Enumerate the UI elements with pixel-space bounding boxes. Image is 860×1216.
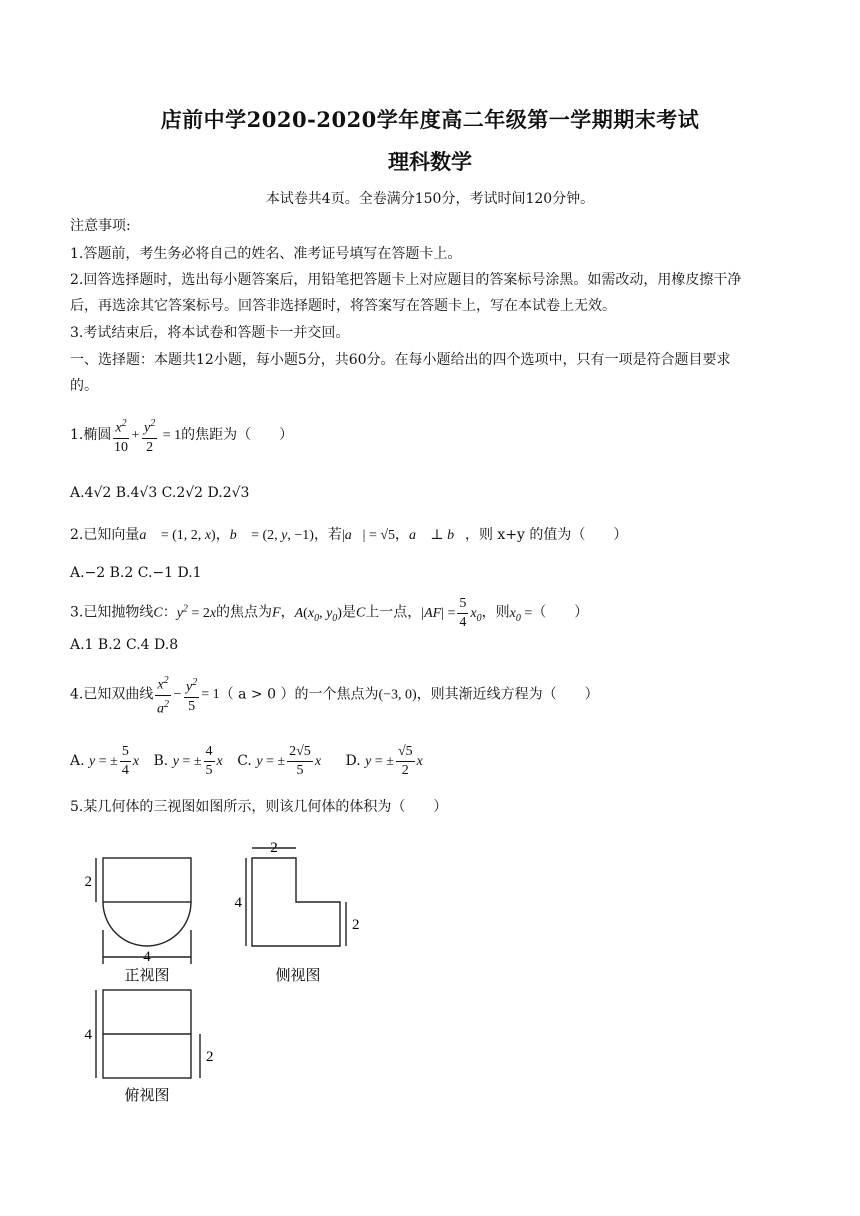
notes-heading: 注意事项: bbox=[70, 218, 131, 234]
q1-suffix: 的焦距为（ ） bbox=[181, 427, 294, 444]
section-heading: 一、选择题：本题共12小题，每小题5分，共60分。在每小题给出的四个选项中，只有一项是符合题目要求 bbox=[70, 352, 731, 368]
q3-mid1: 的焦点为 bbox=[216, 604, 273, 621]
top-height-label: 4 bbox=[84, 1027, 92, 1043]
q4-suffix: ，则其渐近线方程为（ ） bbox=[416, 686, 599, 703]
exam-title: 店前中学2020-2020学年度高二年级第一学期期末考试 bbox=[160, 107, 700, 132]
q1-equation: $\frac{x^2}{10}$ + $\frac{y^2}{2}$ = 1 bbox=[111, 428, 181, 443]
side-height-label: 4 bbox=[234, 895, 242, 911]
question-1 bbox=[70, 415, 800, 457]
section-heading-cont: 的。 bbox=[70, 378, 98, 394]
note-item-2-cont: 后，再选涂其它答案标号。回答非选择题时，将答案写在答题卡上，写在本试卷上无效。 bbox=[70, 298, 616, 314]
q1-prefix: 1.椭圆 bbox=[70, 427, 112, 444]
q2-prefix: 2.已知向量 bbox=[70, 527, 140, 543]
subject-title: 理科数学 bbox=[388, 149, 472, 174]
exam-intro: 本试卷共4页。全卷满分150分，考试时间120分钟。 bbox=[265, 191, 595, 207]
q3-mid3: 上一点， bbox=[365, 604, 422, 621]
three-view-figure bbox=[60, 830, 380, 1120]
question-5: 5.某几何体的三视图如图所示，则该几何体的体积为（ ） bbox=[70, 799, 448, 815]
q3-prefix: 3.已知抛物线 bbox=[70, 604, 154, 621]
note-item-1: 1.答题前，考生务必将自己的姓名、准考证号填写在答题卡上。 bbox=[70, 246, 462, 262]
q2-options: A.−2 B.2 C.−1 D.1 bbox=[70, 565, 202, 581]
front-view-caption: 正视图 bbox=[124, 968, 170, 984]
q3-suffix: ，则 bbox=[481, 604, 510, 621]
top-view bbox=[96, 990, 200, 1078]
q3-options: A.1 B.2 C.4 D.8 bbox=[70, 637, 179, 653]
top-view-caption: 俯视图 bbox=[124, 1088, 170, 1104]
q3-mid2: 是 bbox=[341, 604, 356, 621]
side-view bbox=[246, 848, 346, 946]
top-step-label: 2 bbox=[206, 1049, 214, 1065]
q4-options: A. y = ± $\frac{5}{4}$ x B. y = ± $\frac{4}{5}$ x C. y = ± $\frac{2√5}{5}$ x D. y = ± $\frac{√5}{2}$ x bbox=[70, 744, 423, 779]
note-item-3: 3.考试结束后，将本试卷和答题卡一并交回。 bbox=[70, 325, 350, 341]
side-top-label: 2 bbox=[270, 840, 278, 856]
question-4: 4.已知双曲线 $\frac{x^2}{a^2}$ − $\frac{y^2}{5}$ = 1（ a > 0 ）的一个焦点为(−3, 0)，则其渐近线方程为（ ） bbox=[70, 672, 800, 718]
side-step-label: 2 bbox=[352, 917, 360, 933]
question-3: 3.已知抛物线C：$y^2 = 2x$的焦点为F，$A(x_0$, $y_0$)是C上一点，|AF| = $\frac{5}{4}$ $x_0$，则$x_0$ =（ ） bbox=[70, 595, 589, 630]
side-view-caption: 侧视图 bbox=[275, 968, 321, 984]
q4-prefix: 4.已知双曲线 bbox=[70, 686, 154, 703]
q2-suffix: ，则 x+y 的值为（ ） bbox=[464, 527, 628, 543]
note-item-2: 2.回答选择题时，选出每小题答案后，用铅笔把答题卡上对应题目的答案标号涂黑。如需改动，用橡皮擦干净 bbox=[70, 272, 742, 288]
q2-mid1: ，若 bbox=[313, 527, 342, 543]
q3-end: （ ） bbox=[532, 604, 589, 621]
front-height-label: 2 bbox=[84, 874, 92, 890]
question-2: 2.已知向量a⃗ = (1, 2, x)，b⃗ = (2, y, −1)，若|a⃗| = √5，a⃗ ⊥ b⃗，则 x+y 的值为（ ） bbox=[70, 527, 628, 543]
q1-options: A.4√2 B.4√3 C.2√2 D.2√3 bbox=[70, 485, 250, 501]
q2-mid2: ， bbox=[395, 527, 410, 543]
q4-cond: （ a > 0 ）的一个焦点为 bbox=[219, 686, 379, 703]
front-width-label: 4 bbox=[143, 949, 151, 965]
